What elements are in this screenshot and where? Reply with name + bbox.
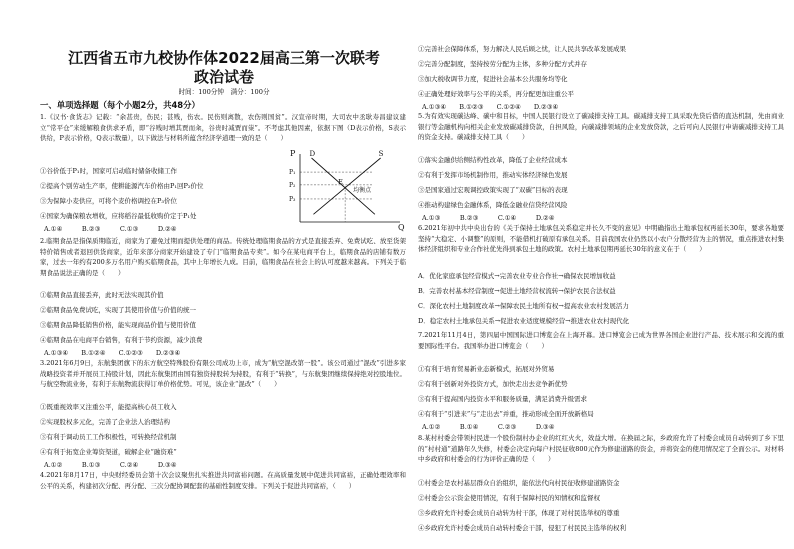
q2-answers: A.①③④ B.①②④ C.①②③ D.②③④: [44, 349, 181, 357]
q3-option-3: ③有利于调动员工工作积极性，可转换经营机制: [40, 433, 177, 441]
q2-option-3: ③临期食品降低销售价格，能实现商品价值与使用价值: [40, 321, 196, 329]
q7-option-4: ④有利于“引进来”与“走出去”并重，推动形成全面开放新格局: [418, 410, 594, 418]
q2-option-2: ②临期食品免费试吃，实现了其使用价值与价值的统一: [40, 306, 196, 314]
q7-option-2: ②有利于创新对外投资方式，加快走出去竞争新优势: [418, 380, 568, 388]
q4-option-2: ②完善分配制度，坚持按劳分配为主体，多种分配方式并存: [418, 60, 587, 68]
equilibrium-label: E: [338, 178, 343, 187]
q1-option-3: ③为保障小麦供应，可将个麦价格调控在P₃价位: [40, 197, 177, 205]
q8-option-4: ④乡政府允许村委会成员自动转村委会干部，侵犯了村民民主选举的权利: [418, 524, 626, 532]
section-heading: 一、单项选择题（每个小题2分，共48分）: [40, 100, 200, 110]
q5-stem: 5.为有效实现碳达峰、碳中和目标，中国人民银行设立了碳减排支持工具。碳减排支持工具采取先贷后借的直达机制，先由商业银行等金融机构向相关企业发放碳减排贷款，自担风险，向碳减排领域的企业发放贷款，之后可向人民银行申请碳减排支持工具的资金支持。碳减排支持工具（ ）: [418, 112, 784, 142]
exam-time-line: 时间：100分钟 满分：100分: [178, 88, 270, 96]
y-tick-label-3: P₃: [289, 195, 296, 203]
q5-option-1: ①落实金融供给侧结构性改革，降低了企业经营成本: [418, 156, 568, 164]
series-line-S: [313, 158, 380, 214]
q7-stem: 7.2021年11月4日，第四届中国国际进口博览会在上海开幕。进口博览会已成为世界各国企业进行产品、技术展示和交流的重要国际性平台。我国举办进口博览会（ ）: [418, 331, 784, 350]
q6-option-c: C．深化农村土地制度改革→保障农民土地所有权→提高农业农村发展活力: [418, 302, 629, 310]
q5-option-2: ②有利于发挥市场机制作用，推动实体经济绿色发展: [418, 171, 568, 179]
q2-option-4: ④临期食品在电商平台销售，有利于节约资源，减少浪费: [40, 336, 203, 344]
q1-option-1: ①谷价低于P₁时，国家可启动临时储备收储工作: [40, 167, 177, 175]
q3-stem: 3.2021年6月9日，东航集团旗下的东方航空特殊股份有限公司成功上市，成为“航空混改第一股”。该公司通过“混改”引进多家战略投资者并开展员工持股计划，因此东航集团由国有独资持股转为持股，有利于“转换”，与东航集团继续保持绝对控股地位。与航空物流业务，有利于东航物流获得订单价格优势。可见，该企业“混改”（ ）: [40, 359, 406, 389]
q7-answers: A.①② B.①④ C.②③ D.③④: [422, 423, 555, 431]
q8-option-2: ②村委会公示资金使用情况，有利于保障村民的知情权和监督权: [418, 494, 600, 502]
q5-answers: A.①③ B.②③ C.①④ D.②④: [422, 214, 555, 222]
q1-stem: 1.《汉书·食货志》记载：“余甚贵，伤民；甚贱，伤农。民伤则离散，农伤则国贫”。汉宣帝时期，大司农中丞耿寿昌建议建立“常平仓”来缓解粮食供求矛盾，即“谷贱时增其贾而籴，谷贵时减贾而粜”。不考虑其他因素，依据下图（D表示价格，S表示供给，P表示价格，Q表示数量），以下做法与材料所蕴含经济学道理一致的是（ ）: [40, 113, 406, 143]
q6-option-b: B．完善农村基本经营制度→促进土地经营权流转→保护农民合法权益: [418, 287, 616, 295]
equilibrium-annotation: 均衡点: [353, 187, 372, 195]
right-column: [418, 0, 786, 549]
q4-answers: A.①③④ B.①②③ C.①②④ D.②③④: [422, 103, 559, 111]
q2-option-1: ①临期食品直接丢弃，此时无法实现其价值: [40, 291, 164, 299]
q4-option-3: ③加大税收调节力度，促进社会基本公共服务均等化: [418, 75, 568, 83]
y-tick-label-2: P₂: [289, 181, 296, 189]
q4-option-4: ④正确处理好效率与公平的关系，再分配更加注重公平: [418, 90, 574, 98]
y-axis-label: P: [290, 149, 296, 158]
q6-option-d: D．稳定农村土地承包关系→促进农业适度规模经营→推进农业农村现代化: [418, 317, 630, 325]
series-line-D: [312, 158, 375, 214]
series-label-D: D: [309, 150, 316, 158]
q3-answers: A.①② B.①③ C.②④ D.③④: [44, 461, 177, 469]
q8-option-1: ①村委会是农村基层群众自治组织，能依法代向村民征收修建道路资金: [418, 479, 620, 487]
x-axis-label: Q: [398, 223, 405, 232]
q1-option-2: ②提高个别劳动生产率，使耕能源汽车价格由P₁回P₂价位: [40, 182, 204, 190]
q6-option-a: A．优化家庭承包经营模式→完善农业专业合作社→确保农民增加收益: [418, 272, 616, 280]
q8-option-3: ③乡政府允许村委会成员自动转为村干部，体现了对村民选举权的尊重: [418, 509, 620, 517]
q6-stem: 6.2021年初中共中央出台的《关于保持土地承包关系稳定并长久不变的意见》中明确指出土地承包权再延长30年，要求各地要坚持“大稳定、小调整”的原则，不能借机打破原有承包关系。目前我国农业仍然以小农户分散经营为主的情况，重点推进农村集体经济组织和专业合作社优先得到承包土地的政策。农村土地承包期再延长30年的意义在于（ ）: [418, 224, 784, 254]
q1-answers: A.①④ B.②③ C.①③ D.②④: [44, 225, 177, 233]
q3-option-1: ①既重视效率又注重公平，能提高核心员工收入: [40, 403, 177, 411]
q2-stem: 2.临期食品是指保质期临近，商家为了避免过期而提供处理的商品。传统处理临期食品的方式是直接丢弃、免费试吃、放至货架特价销售或者退回供货商家，近年来部分商家开始建设了专门“临期食品专卖”。如今在某电商平台上，临期食品的店铺有数万家，过去一年约有200多万名用户购买临期食品，其中上年增长九成。目前，临期食品在社会上的认可度越来越高。下列关于临期食品说法正确的是（ ）: [40, 237, 406, 278]
q3-option-4: ④有利于拓宽企业筹资渠道，破解企业“融资难”: [40, 448, 177, 456]
supply-demand-chart: [288, 150, 403, 230]
series-label-S: S: [378, 150, 384, 158]
exam-subject: 政治试卷: [193, 68, 254, 86]
q5-option-4: ④推动构建绿色金融体系，降低金融业信贷经营风险: [418, 201, 568, 209]
q8-stem: 8.某村村委会带领村民进一个股份制村办企业的红红火火，效益大增。在换届之际，乡政府允许了村委会成员自动转到了乡下里的“村村通”道路年久失修，村委会决定向每户村民征收800元作为修建道路的资金，并将资金的使用情况定了全面公示。对材料中乡政府和村委会的行为评价正确的是（ ）: [418, 434, 784, 464]
q7-option-3: ③有利于提高国内投资水平和服务质量，满足消费升级需求: [418, 395, 587, 403]
y-tick-label-1: P₁: [289, 169, 296, 177]
exam-title: 江西省五市九校协作体2022届高三第一次联考: [68, 49, 380, 67]
q1-option-4: ④国家为确保粮农增收，应将稻谷最低收购价定于P₁处: [40, 212, 197, 220]
q7-option-1: ①有利于培育贸易新业态新模式，拓展对外贸易: [418, 365, 555, 373]
q5-option-3: ③是国家通过宏观调控政策实现了“双碳”目标的表现: [418, 186, 568, 194]
q4-option-1: ①完善社会保障体系，努力解决人民后顾之忧，让人民共享改革发展成果: [418, 45, 626, 53]
left-column: [40, 0, 408, 549]
q3-option-2: ②实现股权多元化，完善了企业法人治理结构: [40, 418, 170, 426]
q4-stem: 4.2021年8月17日，中央财经委员会第十次会议聚焦扎实推进共同富裕问题。在高质量发展中促进共同富裕，正确处理效率和公平的关系，构建初次分配、再分配、三次分配协调配套的基础性制度安排。下列关于促进共同富裕，（ ）: [40, 471, 406, 490]
